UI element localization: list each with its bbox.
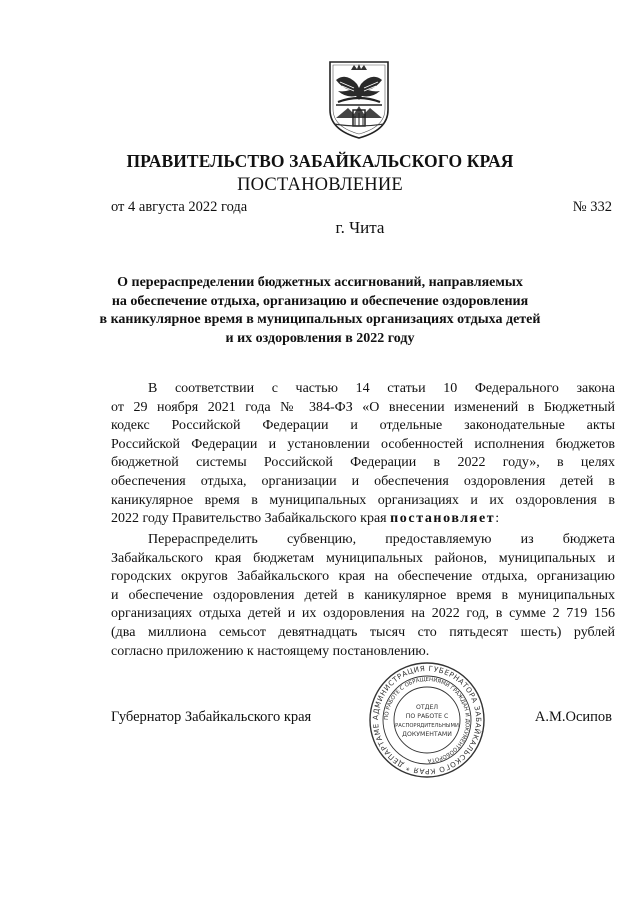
document-title-line: на обеспечение отдыха, организацию и обеспечение оздоровления: [111, 293, 529, 309]
colon: :: [495, 511, 500, 527]
document-title-line: в каникулярное время в муниципальных организациях отдыха детей: [99, 312, 541, 328]
seal-center-line: ПО РАБОТЕ С: [405, 713, 449, 720]
seal-center-line: ДОКУМЕНТАМИ: [402, 731, 452, 738]
paragraph-line: Российской Федерации и установлении особенностей исполнения бюджетов: [111, 436, 615, 452]
document-type: ПОСТАНОВЛЕНИЕ: [237, 175, 403, 195]
preamble-paragraph: [111, 380, 615, 529]
seal-center-line: РАСПОРЯДИТЕЛЬНЫМИ: [395, 723, 459, 729]
paragraph-line: и обеспечение оздоровления детей в каникулярное время в муниципальных: [111, 587, 615, 603]
paragraph-line: согласно приложению к настоящему постановлению.: [111, 643, 430, 659]
signatory-name: А.М.Осипов: [534, 709, 612, 725]
document-date: от 4 августа 2022 года: [111, 199, 248, 215]
seal-center-line: ОТДЕЛ: [415, 704, 439, 711]
paragraph-line: каникулярное время в муниципальных организациях и их оздоровления в: [111, 492, 615, 508]
city: г. Чита: [335, 218, 385, 237]
document-title-line: и их оздоровления в 2022 году: [225, 331, 415, 347]
paragraph-line-last: [111, 510, 615, 529]
paragraph-line: от 29 ноября 2021 года № 384-ФЗ «О внесении изменений в Бюджетный: [111, 399, 615, 415]
seal-outer-text: АДМИНИСТРАЦИЯ ГУБЕРНАТОРА ЗАБАЙКАЛЬСКОГО КРАЯ * ДЕПАРТАМЕ: [370, 663, 484, 777]
decree-word: постановляет: [390, 511, 496, 527]
paragraph-line-text: 2022 году Правительство Забайкальского края: [111, 511, 387, 527]
paragraph-line: бюджетной системы Российской Федерации в 2022 году», в целях: [111, 455, 615, 471]
government-name: ПРАВИТЕЛЬСТВО ЗАБАЙКАЛЬСКОГО КРАЯ: [126, 151, 514, 171]
document-number: № 332: [572, 199, 612, 215]
paragraph-line: кодекс Российской Федерации и отдельные законодательные акты: [111, 418, 615, 434]
paragraph-line: обеспечения отдыха, организации и обеспечения оздоровления детей в: [111, 473, 615, 489]
document-title-line: О перераспределении бюджетных ассигнований, направляемых: [117, 275, 523, 290]
paragraph-line: (два миллиона семьсот девятнадцать тысяч сто пятьдесят шесть) рублей: [111, 624, 615, 640]
paragraph-line: городских округов Забайкальского края на обеспечение отдыха, организацию: [111, 569, 615, 585]
signatory-position: Губернатор Забайкальского края: [111, 709, 312, 725]
paragraph-line: В соответствии с частью 14 статьи 10 Федерального закона: [148, 381, 615, 396]
paragraph-line: Забайкальского края бюджетам муниципальных районов, муниципальных и: [111, 550, 615, 566]
seal-inner-text: ПО РАБОТЕ С ОБРАЩЕНИЯМИ ГРАЖДАН И ДОКУМЕНТООБОРОТА: [383, 676, 471, 764]
coat-of-arms-icon: [324, 58, 394, 140]
paragraph-line: организациях отдыха детей и их оздоровления на 2022 год, в сумме 2 719 156: [111, 606, 615, 622]
paragraph-line: Перераспределить субвенцию, предоставляемую из бюджета: [148, 532, 615, 547]
operative-paragraph: [111, 531, 615, 661]
round-seal-icon: [368, 661, 486, 779]
